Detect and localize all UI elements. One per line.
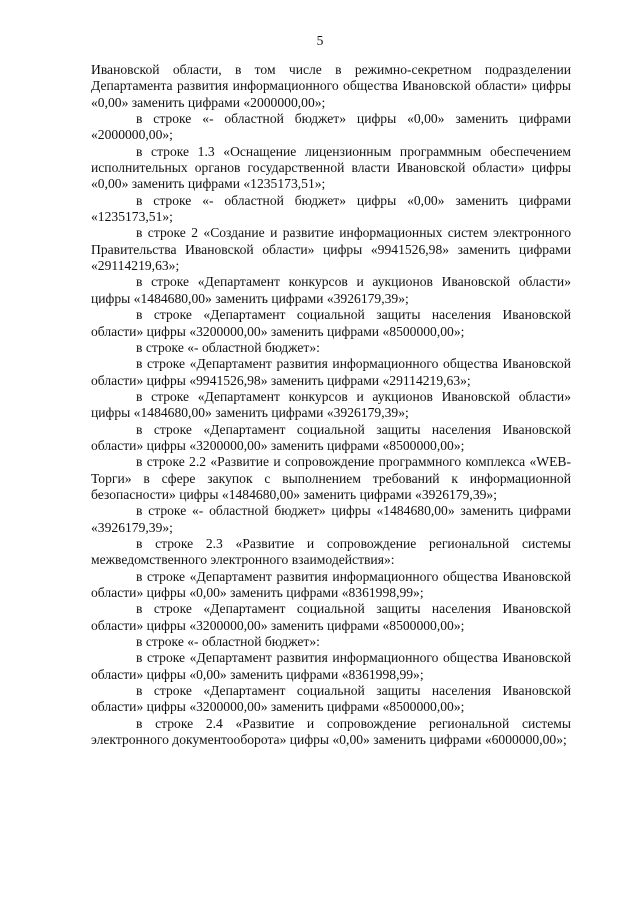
paragraph: в строке «Департамент конкурсов и аукционов Ивановской области» цифры «1484680,00» заменить цифрами «3926179,39»; <box>91 388 571 421</box>
paragraph: в строке «Департамент социальной защиты населения Ивановской области» цифры «3200000,00» заменить цифрами «8500000,00»; <box>91 307 571 339</box>
paragraph: в строке «Департамент социальной защиты населения Ивановской области» цифры «3200000,00» заменить цифрами «8500000,00»; <box>91 601 571 633</box>
paragraph: в строке «Департамент конкурсов и аукционов Ивановской области» цифры «1484680,00» заменить цифрами «3926179,39»; <box>91 274 571 306</box>
document-body <box>91 62 571 748</box>
paragraph: в строке «- областной бюджет» цифры «1484680,00» заменить цифрами «3926179,39»; <box>91 503 571 535</box>
paragraph: в строке «- областной бюджет» цифры «0,00» заменить цифрами «1235173,51»; <box>91 192 571 225</box>
paragraph: в строке 2.3 «Развитие и сопровождение региональной системы межведомственного электронного взаимодействия»: <box>91 535 571 568</box>
paragraph: в строке 2 «Создание и развитие информационных систем электронного Правительства Ивановской области» цифры «9941526,98» заменить цифрами «29114219,63»; <box>91 225 571 274</box>
paragraph: в строке «Департамент развития информационного общества Ивановской области» цифры «9941526,98» заменить цифрами «29114219,63»; <box>91 356 571 388</box>
paragraph: в строке 2.2 «Развитие и сопровождение программного комплекса «WEB-Торги» в сфере закупок с выполнением требований к информационной безопасности» цифры «1484680,00» заменить цифрами «3926179,39»; <box>91 454 571 502</box>
paragraph: в строке 1.3 «Оснащение лицензионным программным обеспечением исполнительных органов государственной власти Ивановской области» цифры «0,00» заменить цифрами «1235173,51»; <box>91 143 571 192</box>
page-number: 5 <box>316 33 324 48</box>
paragraph-continuation: Ивановской области, в том числе в режимно-секретном подразделении Департамента развития информационного общества Ивановской области» цифры «0,00» заменить цифрами «2000000,00»; <box>91 62 571 110</box>
paragraph: в строке «Департамент социальной защиты населения Ивановской области» цифры «3200000,00» заменить цифрами «8500000,00»; <box>91 421 571 453</box>
paragraph: в строке «- областной бюджет» цифры «0,00» заменить цифрами «2000000,00»; <box>91 111 571 143</box>
paragraph: в строке «- областной бюджет»: <box>136 634 320 650</box>
paragraph: в строке «Департамент развития информационного общества Ивановской области» цифры «0,00» заменить цифрами «8361998,99»; <box>91 568 571 600</box>
paragraph: в строке «- областной бюджет»: <box>136 339 320 355</box>
paragraph: в строке «Департамент развития информационного общества Ивановской области» цифры «0,00» заменить цифрами «8361998,99»; <box>91 650 571 682</box>
paragraph: в строке 2.4 «Развитие и сопровождение региональной системы электронного документооборота» цифры «0,00» заменить цифрами «6000000,00»; <box>91 715 571 748</box>
paragraph: в строке «Департамент социальной защиты населения Ивановской области» цифры «3200000,00» заменить цифрами «8500000,00»; <box>91 683 571 715</box>
